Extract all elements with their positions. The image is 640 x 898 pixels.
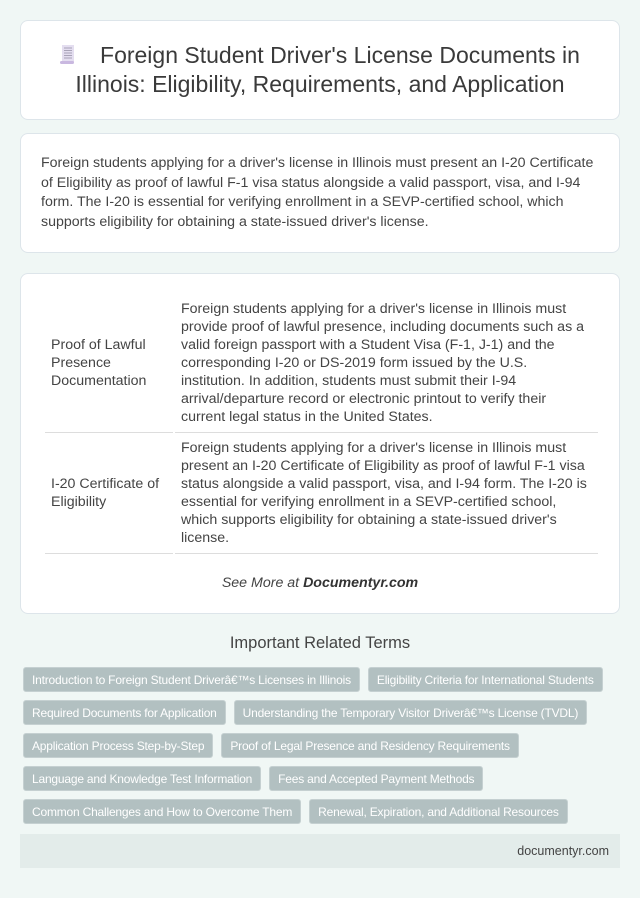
- header-card: [20, 20, 620, 120]
- footer-site-link[interactable]: documentyr.com: [517, 844, 609, 858]
- related-term-tag[interactable]: Introduction to Foreign Student Driverâ€™s Licenses in Illinois: [23, 667, 360, 692]
- summary-text: Foreign students applying for a driver's license in Illinois must present an I-20 Certificate of Eligibility as proof of lawful F-1 visa status alongside a valid passport, visa, and I-94 form. The I-20 is essential for verifying enrollment in a SEVP-certified school, which supports eligibility for obtaining a state-issued driver's license.: [41, 155, 594, 230]
- see-more-link[interactable]: Documentyr.com: [303, 575, 419, 591]
- related-term-tag[interactable]: Common Challenges and How to Overcome Them: [23, 799, 301, 824]
- related-terms-heading: Important Related Terms: [229, 634, 411, 652]
- related-term-tag[interactable]: Understanding the Temporary Visitor Driverâ€™s License (TVDL): [234, 700, 588, 725]
- footer-bar: [20, 834, 620, 868]
- related-term-tag[interactable]: Eligibility Criteria for International Students: [368, 667, 603, 692]
- related-term-tag[interactable]: Renewal, Expiration, and Additional Resources: [309, 799, 567, 824]
- related-term-tag[interactable]: Language and Knowledge Test Information: [23, 766, 261, 791]
- table-row: [45, 433, 598, 554]
- description-cell: Foreign students applying for a driver's license in Illinois must provide proof of lawful presence, including documents such as a valid foreign passport with a Student Visa (F-1, J-1) and the corresponding I-20 or DS-2019 form issued by the U.S. institution. In addition, students must submit their I-94 arrival/departure record or electronic printout to verify their current legal status in the United States.: [175, 294, 598, 433]
- see-more-prefix: See More at: [221, 575, 304, 591]
- summary-card: [20, 133, 620, 253]
- details-table: [43, 294, 600, 554]
- related-term-tag[interactable]: Proof of Legal Presence and Residency Requirements: [221, 733, 519, 758]
- related-term-tag[interactable]: Fees and Accepted Payment Methods: [269, 766, 483, 791]
- document-scroll-icon: [60, 43, 76, 63]
- page-title: [41, 41, 599, 99]
- related-term-tag[interactable]: Required Documents for Application: [23, 700, 226, 725]
- related-term-tag[interactable]: Application Process Step-by-Step: [23, 733, 213, 758]
- related-terms-list: [23, 667, 623, 824]
- see-more-line: [41, 575, 599, 591]
- page-title-text: Foreign Student Driver's License Documents in Illinois: Eligibility, Requirements, and Application: [75, 42, 580, 97]
- description-cell: Foreign students applying for a driver's license in Illinois must present an I-20 Certificate of Eligibility as proof of lawful F-1 visa status alongside a valid passport, visa, and I-94 form. The I-20 is essential for verifying enrollment in a SEVP-certified school, which supports eligibility for obtaining a state-issued driver's license.: [175, 433, 598, 554]
- details-card: [20, 273, 620, 614]
- term-cell: Proof of Lawful Presence Documentation: [45, 294, 173, 433]
- table-row: [45, 294, 598, 433]
- term-cell: I-20 Certificate of Eligibility: [45, 433, 173, 554]
